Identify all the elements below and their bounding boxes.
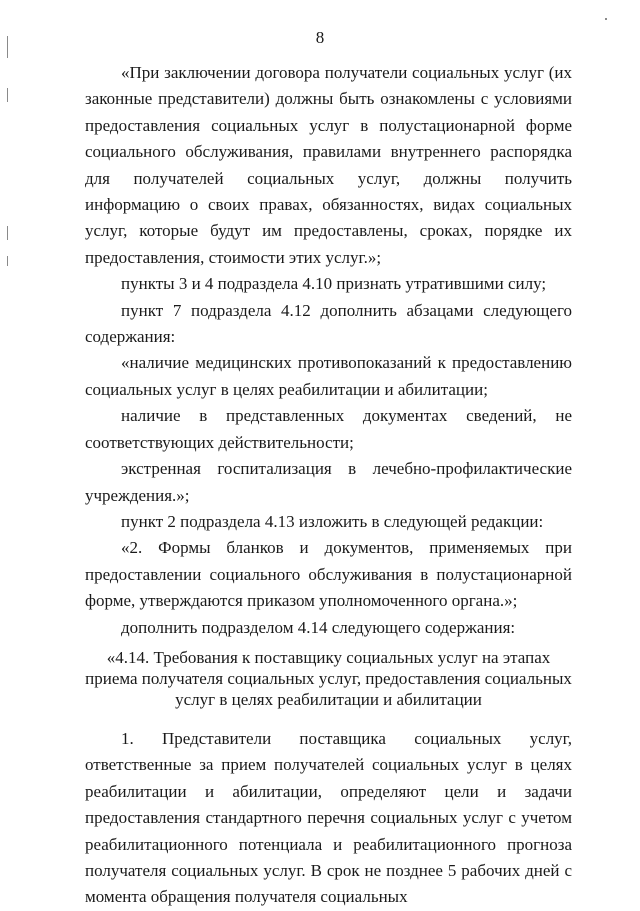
paragraph: 1. Представители поставщика социальных услуг, ответственные за прием получателей социальных услуг в целях реабилитации и абилитации, определяют цели и задачи предоставления стандартного перечня социальных услуг с учетом реабилитационного потенциала и реабилитационного прогноза получателя социальных услуг. В срок не позднее 5 рабочих дней с момента обращения получателя социальных [85, 728, 572, 907]
page-number: 8 [315, 28, 325, 47]
paragraph: пункт 7 подраздела 4.12 дополнить абзацами следующего содержания: [85, 300, 572, 347]
paragraph: экстренная госпитализация в лечебно-профилактические учреждения.»; [85, 459, 572, 505]
scan-edge-mark [7, 256, 8, 266]
spacer [85, 710, 572, 718]
paragraph: пункты 3 и 4 подраздела 4.10 признать утратившими силу; [121, 274, 547, 294]
paragraph: «наличие медицинских противопоказаний к предоставлению социальных услуг в целях реабилитации и абилитации; [85, 353, 572, 399]
scan-edge-mark [7, 88, 8, 102]
paragraph: «2. Формы бланков и документов, применяемых при предоставлении социального обслуживания в полустационарной форме, утверждаются приказом уполномоченного органа.»; [85, 538, 572, 611]
section-title: «4.14. Требования к поставщику социальных услуг на этапах приема получателя социальных услуг, предоставления социальных услуг в целях реабилитации и абилитации [85, 647, 572, 709]
scan-edge-mark [605, 18, 607, 20]
paragraph: дополнить подразделом 4.14 следующего содержания: [121, 617, 516, 637]
scan-edge-mark [7, 226, 8, 240]
paragraph: «При заключении договора получатели социальных услуг (их законные представители) должны быть ознакомлены с условиями предоставления социальных услуг в полустационарной форме социального обслуживания, правилами внутреннего распорядка для получателей социальных услуг, должны получить информацию о своих правах, обязанностях, видах социальных услуг, которые будут им предоставлены, сроках, порядке их предоставления, стоимости этих услуг.»; [85, 63, 572, 267]
paragraph: наличие в представленных документах сведений, не соответствующих действительности; [85, 406, 572, 452]
spacer [85, 718, 572, 726]
document-body [85, 60, 572, 911]
paragraph: пункт 2 подраздела 4.13 изложить в следующей редакции: [121, 511, 544, 531]
